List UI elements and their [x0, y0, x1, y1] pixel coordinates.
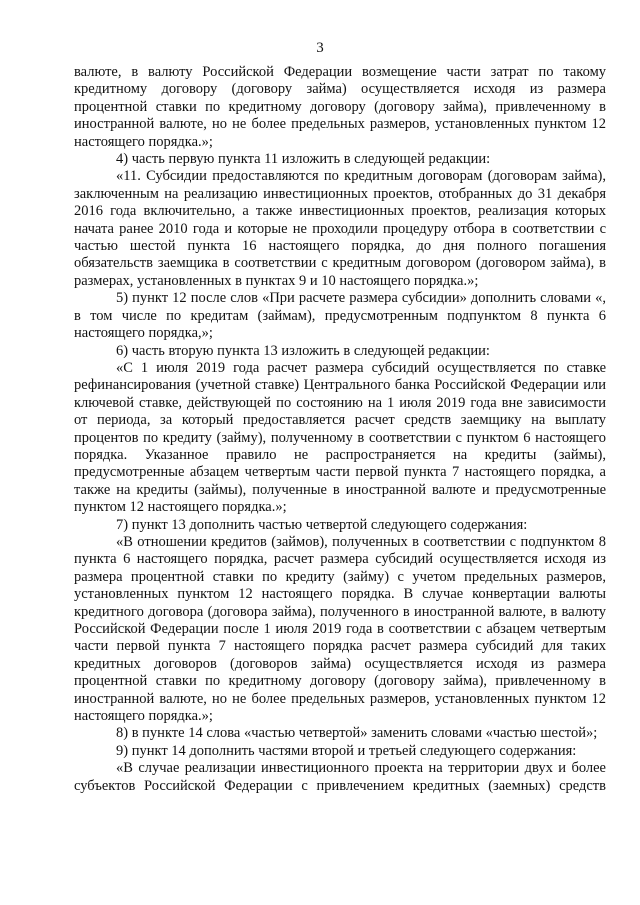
amendment-item-7: 7) пункт 13 дополнить частью четвертой следующего содержания: — [116, 516, 528, 533]
amendment-item-5: 5) пункт 12 после слов «При расчете размера субсидии» дополнить словами «, в том числе по кредитам (займам), предусмотренным подпунктом 8 пункта 6 настоящего порядка,»; — [74, 290, 606, 342]
document-body — [74, 64, 606, 795]
page-number: 3 — [316, 40, 324, 56]
quoted-text-item-13-part-4: «В отношении кредитов (займов), полученных в соответствии с подпунктом 8 пункта 6 настоящего порядка, расчет размера субсидий осуществляется исходя из размера процентной ставки по кредиту (займу) с учетом предельных размеров, установленных пунктом 12 настоящего порядка. В случае конвертации валюты кредитного договора (договора займа), полученного в иностранной валюте, в валюту Российской Федерации после 1 июля 2019 года в соответствии с абзацем четвертым части первой пункта 7 настоящего порядка расчет размера субсидий для таких кредитных договоров (договоров займа) осуществляется исходя из размера процентной ставки по кредитному договору (договору займа), привлеченному в иностранной валюте, но не более предельных размеров, установленных пунктом 12 настоящего порядка.»; — [74, 533, 606, 725]
quoted-text-item-14-part-2: «В случае реализации инвестиционного проекта на территории двух и более субъектов Российской Федерации с привлечением кредитных (заемных) средств — [74, 760, 606, 794]
amendment-item-8: 8) в пункте 14 слова «частью четвертой» заменить словами «частью шестой»; — [116, 725, 598, 742]
amendment-item-4: 4) часть первую пункта 11 изложить в следующей редакции: — [116, 151, 491, 168]
quoted-text-item-11: «11. Субсидии предоставляются по кредитным договорам (договорам займа), заключенным на реализацию инвестиционных проектов, отобранных до 31 декабря 2016 года включительно, а также инвестиционных проектов, реализация которых начата ранее 2010 года и которые не проходили процедуру отбора в соответствии с частью шестой пункта 16 настоящего порядка, до дня полного погашения обязательств заемщика в соответствии с кредитным договором (договором займа), в размерах, установленных в пунктах 9 и 10 настоящего порядка.»; — [74, 168, 606, 289]
amendment-item-6: 6) часть вторую пункта 13 изложить в следующей редакции: — [116, 342, 490, 359]
quoted-text-item-13-part-2: «С 1 июля 2019 года расчет размера субсидий осуществляется по ставке рефинансирования (учетной ставке) Центрального банка Российской Федерации или ключевой ставке, действующей по состоянию на 1 июля 2019 года вне зависимости от периода, за который предоставляется расчет средств заемщику на выплату процентов по кредиту (займу), полученному в соответствии с пунктом 6 настоящего порядка. Указанное правило не распространяется на кредиты (займы), предусмотренные абзацем четвертым части первой пункта 7 настоящего порядка, а также на кредиты (займы), полученные в иностранной валюте и предусмотренные пунктом 12 настоящего порядка.»; — [74, 359, 606, 516]
amendment-item-9: 9) пункт 14 дополнить частями второй и третьей следующего содержания: — [116, 742, 577, 759]
paragraph-continuation: валюте, в валюту Российской Федерации возмещение части затрат по такому кредитному договору (договору займа) осуществляется исходя из размера процентной ставки по кредитному договору (договору займа), привлеченному в иностранной валюте, но не более предельных размеров, установленных пунктом 12 настоящего порядка.»; — [74, 64, 606, 150]
